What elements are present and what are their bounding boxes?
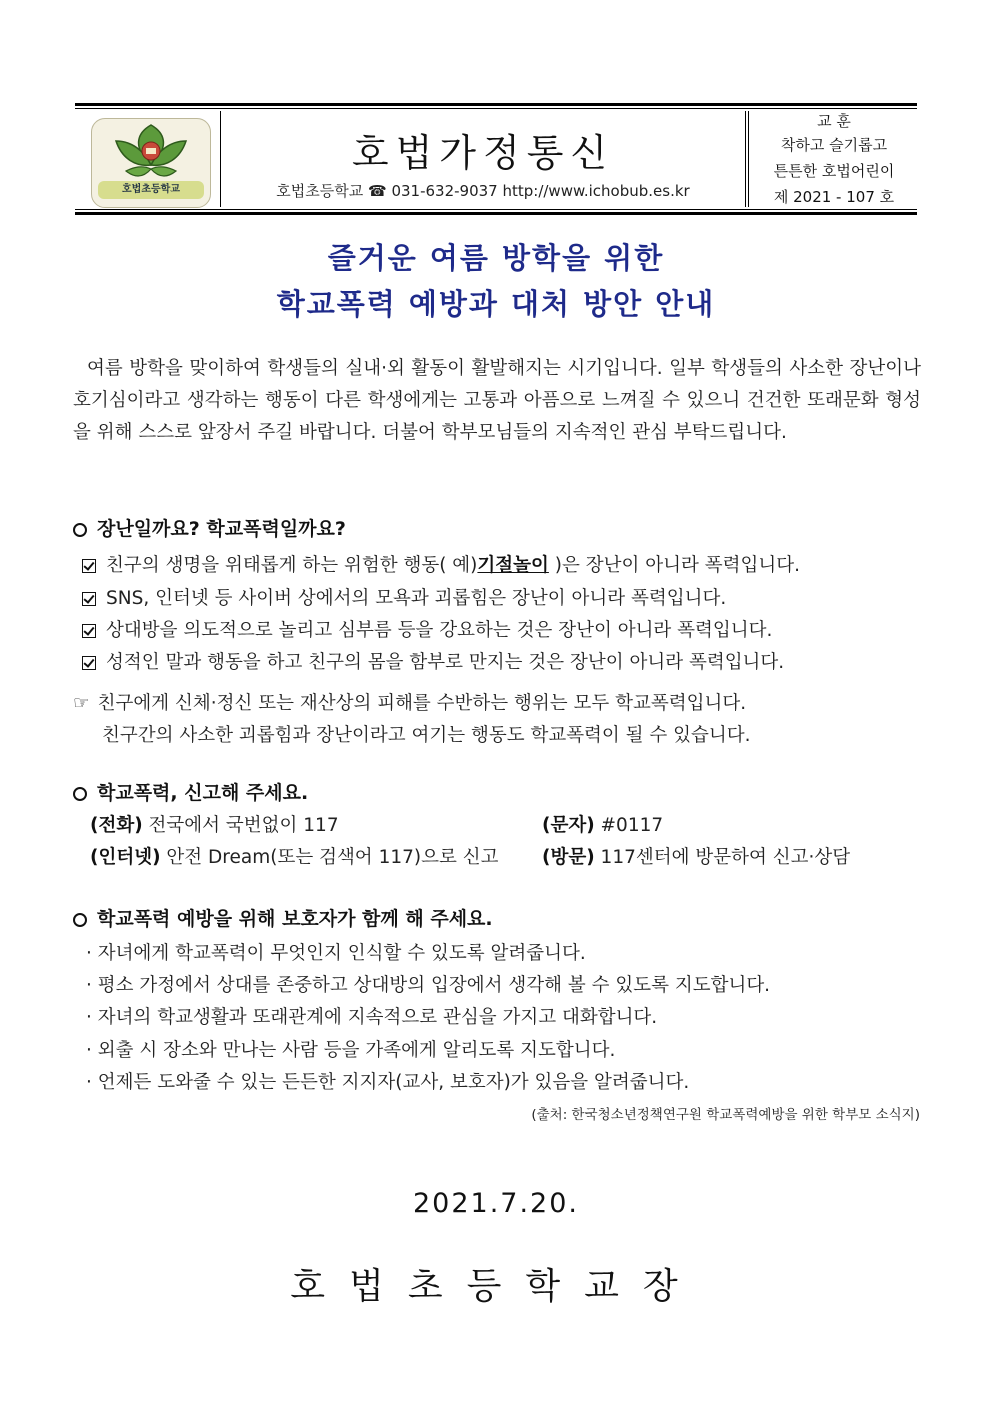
- note-line-1: [73, 689, 746, 715]
- guardian-item: · 자녀의 학교생활과 또래관계에 지속적으로 관심을 가지고 대화합니다.: [86, 1007, 658, 1028]
- report-web-label: (인터넷): [90, 847, 161, 868]
- leaf-emblem-icon: [92, 119, 210, 189]
- section-2-heading: [73, 778, 308, 805]
- report-web: [90, 843, 498, 869]
- masthead-rule-top: [75, 108, 917, 109]
- motto-line-2: 튼튼한 호법어린이: [773, 162, 895, 180]
- report-phone-text: 전국에서 국번없이 117: [148, 815, 339, 836]
- masthead-divider-right-double: [748, 111, 749, 207]
- masthead-divider-right: [745, 111, 746, 207]
- section-3-heading-text: 학교폭력 예방을 위해 보호자가 함께 해 주세요.: [97, 908, 493, 930]
- report-visit-label: (방문): [542, 847, 595, 868]
- pointing-hand-icon: ☞: [73, 693, 90, 714]
- circle-bullet-icon: [73, 523, 87, 537]
- logo-label-stripe: [98, 181, 204, 199]
- logo-text: 호법초등학교: [122, 184, 180, 195]
- circle-bullet-icon: [73, 787, 87, 801]
- motto-line-1: 착하고 슬기롭고: [780, 136, 888, 154]
- check-item-1-emphasis: 기절놀이: [477, 555, 549, 576]
- report-web-text: 안전 Dream(또는 검색어 117)으로 신고: [166, 847, 499, 868]
- principal-signature: 호법초등학교장: [290, 1266, 702, 1307]
- section-1-heading: [73, 514, 346, 541]
- masthead-divider-left: [220, 111, 221, 207]
- report-phone-label: (전화): [90, 815, 143, 836]
- report-phone: [90, 811, 339, 837]
- issue-number: 제 2021 - 107 호: [773, 188, 895, 206]
- report-sms-text: #0117: [600, 815, 664, 836]
- check-item-1: [82, 551, 800, 577]
- checkbox-checked-icon: [82, 559, 96, 573]
- report-sms: [542, 811, 663, 837]
- section-2-heading-text: 학교폭력, 신고해 주세요.: [97, 782, 309, 804]
- checkbox-checked-icon: [82, 656, 96, 670]
- checkbox-checked-icon: [82, 624, 96, 638]
- intro-paragraph: [73, 353, 921, 449]
- source-citation: (출처: 한국청소년정책연구원 학교폭력예방을 위한 학부모 소식지): [531, 1107, 920, 1123]
- title-line-2: 학교폭력 예방과 대처 방안 안내: [276, 287, 716, 321]
- intro-text: 여름 방학을 맞이하여 학생들의 실내·외 활동이 활발해지는 시기입니다. 일부 학생들의 사소한 장난이나 호기심이라고 생각하는 행동이 다른 학생에게는 고통과 아픔으로 느껴질 수 있으니 건건한 또래문화 형성을 위해 스스로 앞장서 주길 바랍니다. 더불어 학부모님들의 지속적인 관심 부탁드립니다.: [73, 358, 921, 443]
- note-line-1-text: 친구에게 신체·정신 또는 재산상의 피해를 수반하는 행위는 모두 학교폭력입니다.: [97, 693, 747, 714]
- report-visit-text: 117센터에 방문하여 신고·상담: [600, 847, 851, 868]
- check-item-4-text: 성적인 말과 행동을 하고 친구의 몸을 함부로 만지는 것은 장난이 아니라 폭력입니다.: [106, 652, 785, 673]
- guardian-item: · 평소 가정에서 상대를 존중하고 상대방의 입장에서 생각해 볼 수 있도록 지도합니다.: [86, 975, 771, 996]
- school-contact: 호법초등학교 ☎ 031-632-9037 http://www.ichobub.es.kr: [276, 182, 690, 200]
- check-item-3: [82, 616, 772, 642]
- check-item-1-post: )은 장난이 아니라 폭력입니다.: [548, 555, 800, 576]
- guardian-item: · 외출 시 장소와 만나는 사람 등을 가족에게 알리도록 지도합니다.: [86, 1040, 616, 1061]
- check-item-2: [82, 584, 726, 610]
- guardian-item: · 언제든 도와줄 수 있는 든든한 지지자(교사, 보호자)가 있음을 알려줍니다.: [86, 1072, 690, 1093]
- section-1-heading-text: 장난일까요? 학교폭력일까요?: [97, 518, 346, 540]
- note-line-2: 친구간의 사소한 괴롭힘과 장난이라고 여기는 행동도 학교폭력이 될 수 있습니다.: [102, 725, 751, 746]
- check-item-4: [82, 648, 784, 674]
- section-3-heading: [73, 904, 493, 931]
- report-visit: [542, 843, 850, 869]
- check-item-2-text: SNS, 인터넷 등 사이버 상에서의 모욕과 괴롭힘은 장난이 아니라 폭력입니다.: [106, 588, 727, 609]
- guardian-item: · 자녀에게 학교폭력이 무엇인지 인식할 수 있도록 알려줍니다.: [86, 943, 586, 964]
- check-item-1-pre: 친구의 생명을 위태롭게 하는 위험한 행동( 예): [106, 555, 478, 576]
- motto-cell: [755, 110, 913, 206]
- motto-label: 교 훈: [817, 112, 851, 130]
- title-line-1: 즐거운 여름 방학을 위한: [327, 241, 665, 275]
- check-item-3-text: 상대방을 의도적으로 놀리고 심부름 등을 강요하는 것은 장난이 아니라 폭력입니다.: [106, 620, 773, 641]
- school-logo: [91, 118, 211, 208]
- issue-date: 2021.7.20.: [413, 1188, 579, 1219]
- newsletter-title: 호법가정통신: [351, 131, 615, 175]
- circle-bullet-icon: [73, 913, 87, 927]
- checkbox-checked-icon: [82, 592, 96, 606]
- masthead-title-cell: [223, 112, 743, 206]
- report-sms-label: (문자): [542, 815, 595, 836]
- masthead: [75, 103, 917, 215]
